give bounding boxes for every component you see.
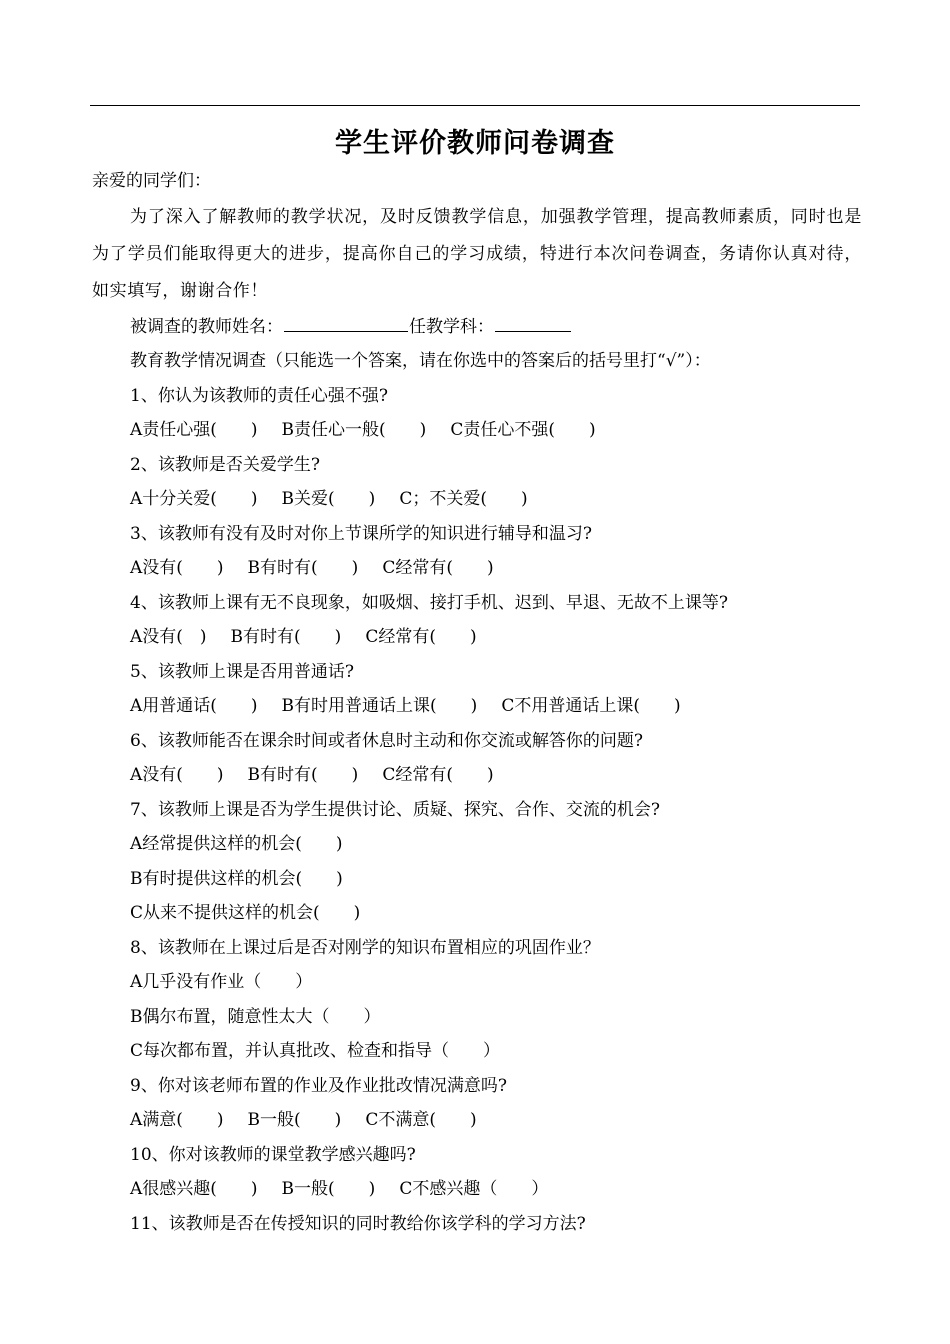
- question-text: 10、你对该教师的课堂教学感兴趣吗?: [130, 1144, 416, 1165]
- answer-option[interactable]: C不感兴趣（ ）: [399, 1179, 549, 1199]
- teacher-name-field[interactable]: [284, 313, 408, 332]
- question-text: 1、你认为该教师的责任心强不强?: [130, 385, 388, 406]
- intro-paragraph: 为了深入了解教师的教学状况，及时反馈教学信息，加强教学管理，提高教师素质，同时也是为了学员们能取得更大的进步，提高你自己的学习成绩，特进行本次问卷调查，务请你认真对待，如实填写，谢谢合作！: [92, 206, 862, 301]
- question-text: 3、该教师有没有及时对你上节课所学的知识进行辅导和温习?: [130, 523, 592, 544]
- answer-option[interactable]: C责任心不强( ): [450, 420, 596, 440]
- answer-option[interactable]: B有时提供这样的机会( ): [130, 868, 343, 889]
- greeting: 亲爱的同学们：: [92, 171, 211, 191]
- question-text: 6、该教师能否在课余时间或者休息时主动和你交流或解答你的问题?: [130, 730, 643, 751]
- answer-option[interactable]: C从来不提供这样的机会( ): [130, 903, 361, 923]
- answer-option[interactable]: A很感兴趣( ): [130, 1179, 258, 1199]
- answer-option[interactable]: B有时用普通话上课( ): [281, 696, 478, 716]
- answer-option[interactable]: C经常有( ): [382, 765, 494, 785]
- instruction: 教育教学情况调查（只能选一个答案，请在你选中的答案后的括号里打“√”）：: [130, 351, 711, 371]
- option-row: [92, 551, 862, 586]
- answer-option[interactable]: B有时有( ): [230, 627, 342, 647]
- header-rule: [90, 105, 860, 106]
- answer-option[interactable]: C经常有( ): [365, 627, 477, 647]
- answer-option[interactable]: A十分关爱( ): [130, 489, 258, 509]
- answer-option[interactable]: A几乎没有作业（ ）: [130, 972, 313, 992]
- answer-option[interactable]: C不用普通话上课( ): [501, 696, 681, 716]
- teacher-name-label: 被调查的教师姓名：: [130, 316, 283, 337]
- page-title: 学生评价教师问卷调查: [335, 128, 615, 159]
- answer-option[interactable]: A没有( ): [130, 765, 224, 785]
- answer-option[interactable]: C每次都布置，并认真批改、检查和指导（ ）: [130, 1041, 501, 1061]
- answer-option[interactable]: C经常有( ): [382, 558, 494, 578]
- question-list: [92, 379, 862, 1242]
- answer-option[interactable]: A责任心强( ): [130, 420, 258, 440]
- question-text: 5、该教师上课是否用普通话?: [130, 661, 354, 682]
- answer-option[interactable]: A经常提供这样的机会( ): [130, 834, 343, 854]
- option-row: [92, 758, 862, 793]
- option-row: [92, 1103, 862, 1138]
- document-body: [92, 164, 862, 1241]
- answer-option[interactable]: A用普通话( ): [130, 696, 258, 716]
- question-text: 11、该教师是否在传授知识的同时教给你该学科的学习方法?: [130, 1213, 586, 1234]
- option-row: [92, 413, 862, 448]
- answer-option[interactable]: B责任心一般( ): [281, 420, 427, 440]
- option-row: [92, 620, 862, 655]
- answer-option[interactable]: B一般( ): [281, 1179, 376, 1199]
- subject-label: 任教学科：: [409, 316, 494, 337]
- option-row: [92, 689, 862, 724]
- question-text: 2、该教师是否关爱学生?: [130, 454, 320, 475]
- teacher-info-line: [92, 310, 862, 345]
- answer-option[interactable]: B关爱( ): [281, 489, 376, 509]
- question-text: 4、该教师上课有无不良现象，如吸烟、接打手机、迟到、早退、无故不上课等?: [130, 592, 728, 613]
- answer-option[interactable]: B有时有( ): [247, 765, 359, 785]
- question-text: 8、该教师在上课过后是否对刚学的知识布置相应的巩固作业？: [130, 937, 600, 958]
- question-text: 7、该教师上课是否为学生提供讨论、质疑、探究、合作、交流的机会?: [130, 799, 660, 820]
- answer-option[interactable]: A没有( ): [130, 558, 224, 578]
- answer-option[interactable]: A满意( ): [130, 1110, 224, 1130]
- subject-field[interactable]: [495, 313, 571, 332]
- option-row: [92, 482, 862, 517]
- answer-option[interactable]: B偶尔布置，随意性太大（ ）: [130, 1006, 381, 1027]
- answer-option[interactable]: A没有( ): [130, 627, 207, 647]
- answer-option[interactable]: C不满意( ): [365, 1110, 477, 1130]
- answer-option[interactable]: B一般( ): [247, 1110, 342, 1130]
- option-row: [92, 1172, 862, 1207]
- answer-option[interactable]: C；不关爱( ): [399, 489, 528, 509]
- question-text: 9、你对该老师布置的作业及作业批改情况满意吗?: [130, 1075, 507, 1096]
- answer-option[interactable]: B有时有( ): [247, 558, 359, 578]
